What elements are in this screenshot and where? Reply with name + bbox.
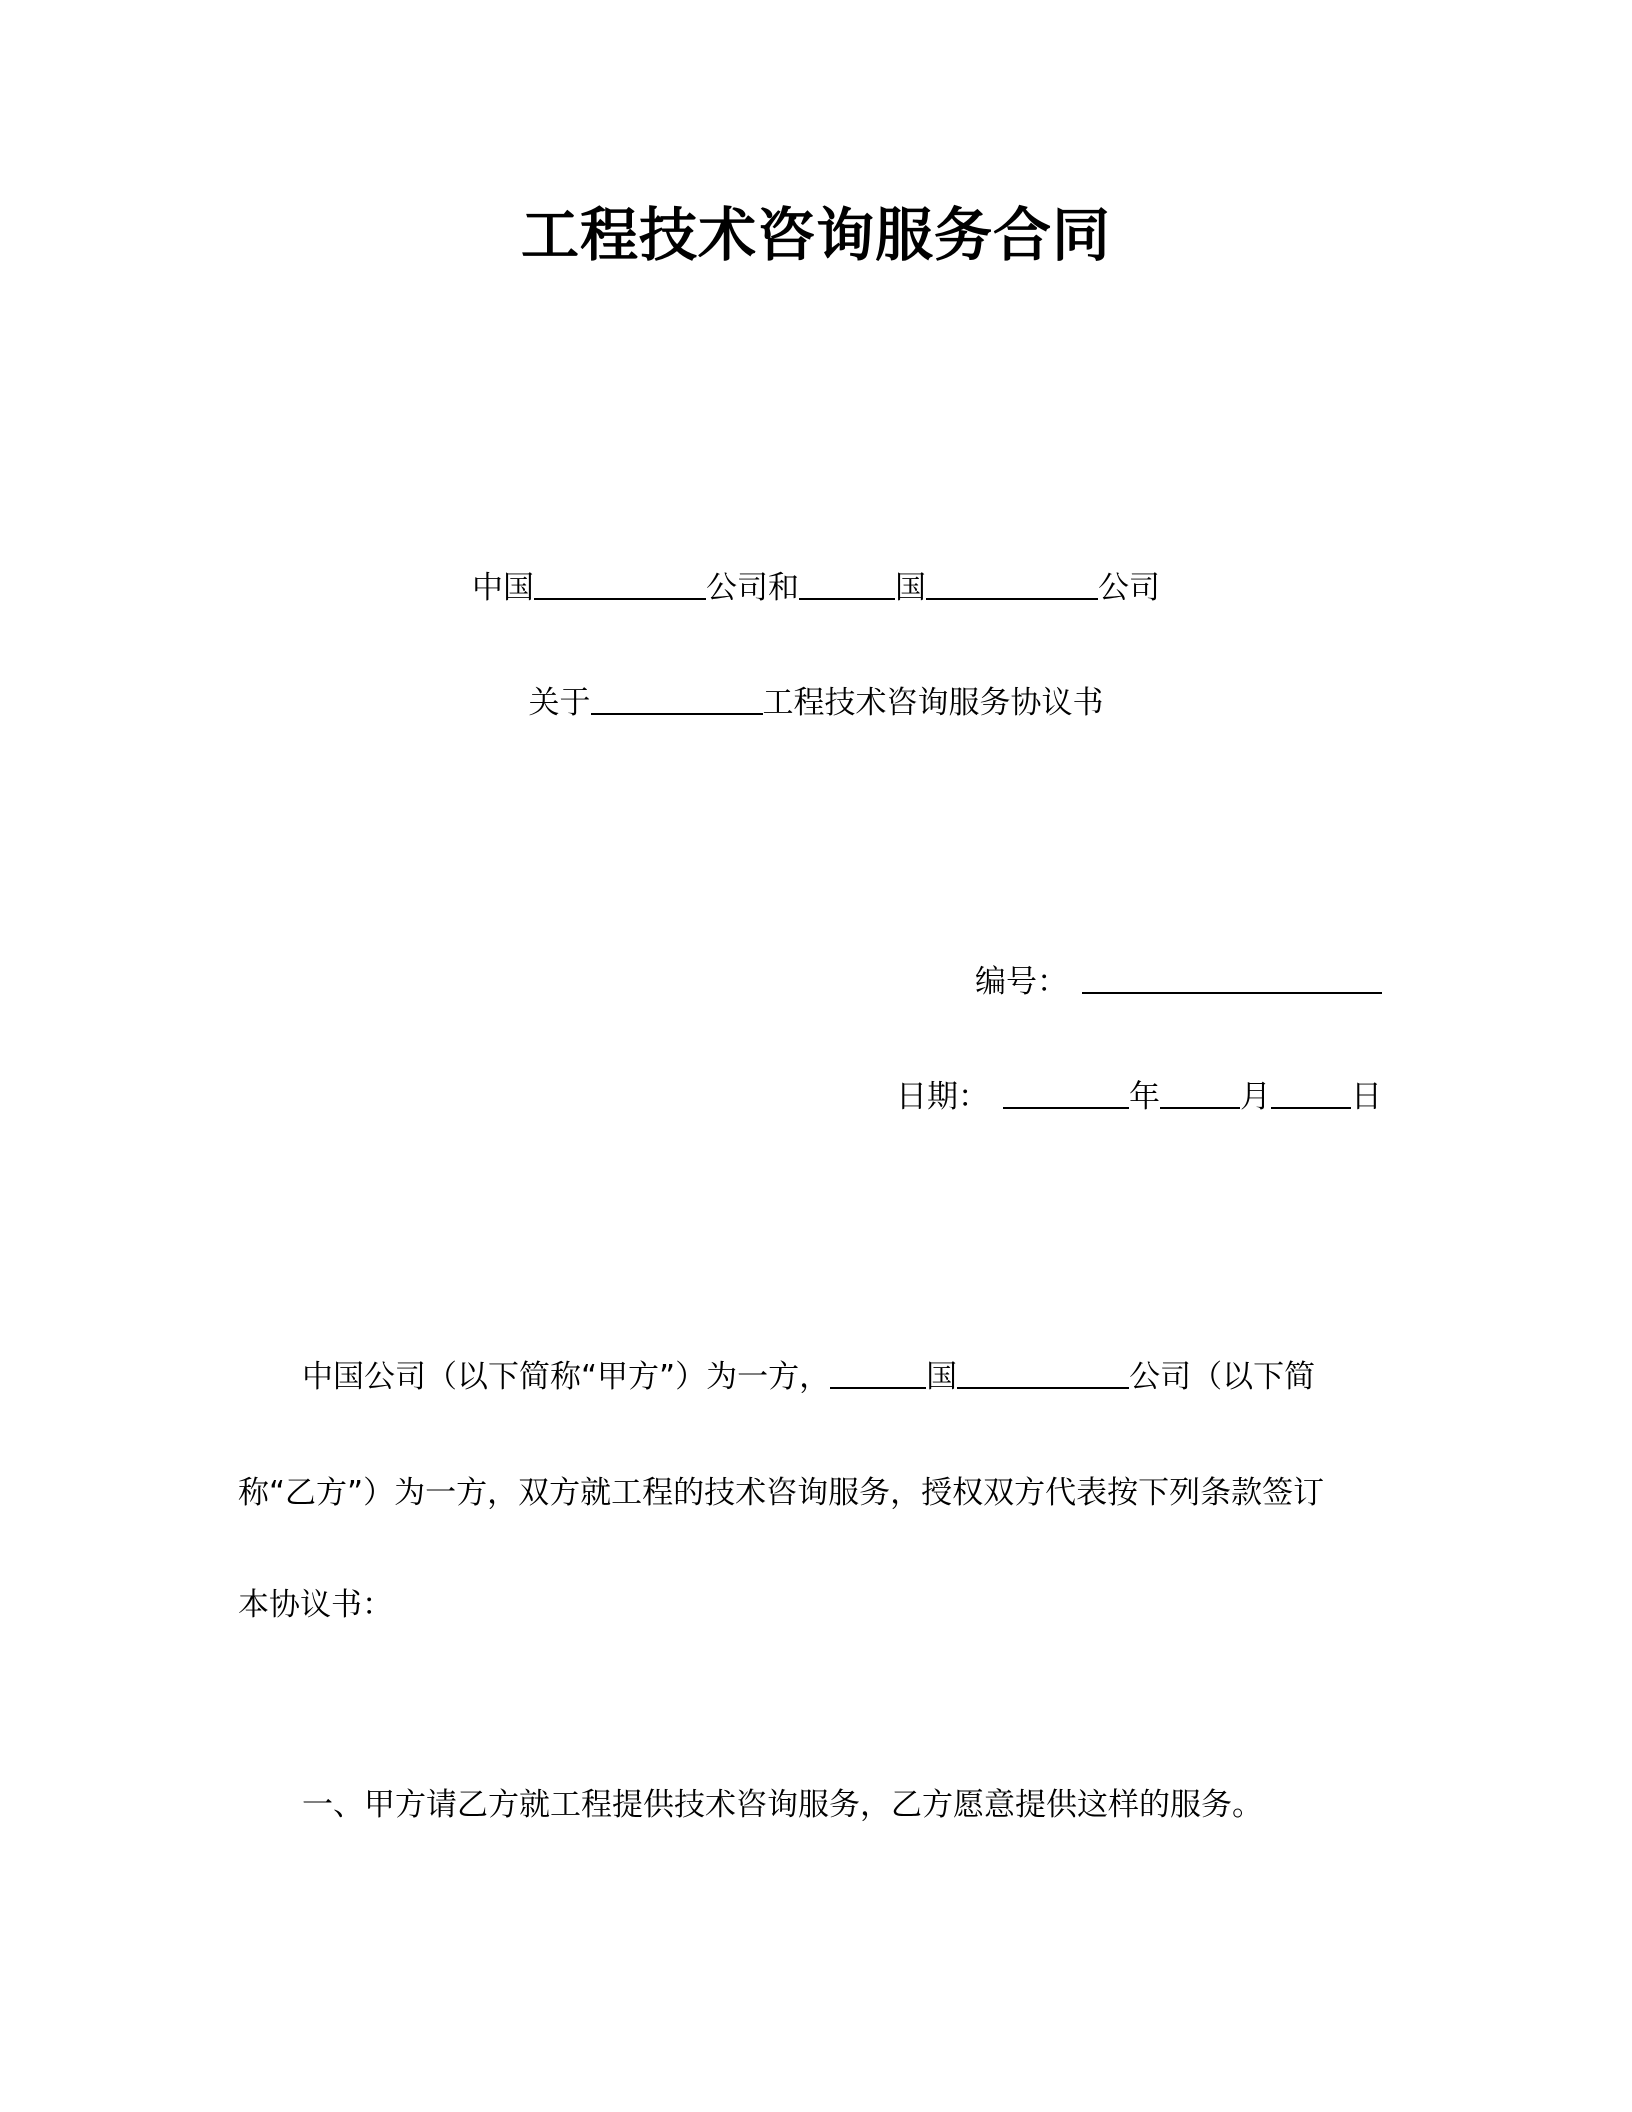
- body-paragraph-line-3: [238, 1585, 393, 1625]
- blank-field[interactable]: [534, 568, 706, 600]
- body-text: 中国公司（以下简称“甲方”）为一方，: [302, 1359, 831, 1395]
- month-field[interactable]: [1160, 1077, 1240, 1109]
- number-label: 编号：: [975, 964, 1068, 1000]
- blank-field[interactable]: [591, 683, 763, 715]
- month-label: 月: [1240, 1079, 1271, 1115]
- blank-field[interactable]: [957, 1357, 1129, 1389]
- body-text: 公司（以下简: [1129, 1359, 1316, 1395]
- clause-text: 一、甲方请乙方就工程提供技术咨询服务，乙方愿意提供这样的服务。: [302, 1787, 1263, 1823]
- subtitle-text: 公司: [1098, 570, 1160, 606]
- document-number-line: [975, 962, 1382, 1002]
- date-label: 日期：: [896, 1079, 989, 1115]
- day-field[interactable]: [1271, 1077, 1351, 1109]
- subtitle-text: 中国: [472, 570, 534, 606]
- subtitle-text: 关于: [528, 685, 591, 721]
- subtitle-text: 工程技术咨询服务协议书: [762, 685, 1104, 721]
- blank-field[interactable]: [926, 568, 1098, 600]
- date-line: [896, 1077, 1382, 1117]
- subtitle-line-1: [0, 568, 1632, 608]
- body-paragraph-line-2: [238, 1473, 1324, 1513]
- blank-field[interactable]: [830, 1357, 926, 1389]
- number-field[interactable]: [1082, 962, 1382, 994]
- year-field[interactable]: [1003, 1077, 1129, 1109]
- body-text: 国: [926, 1359, 958, 1395]
- body-paragraph-line-1: [302, 1357, 1315, 1397]
- clause-1: [302, 1785, 1263, 1825]
- subtitle-text: 国: [895, 570, 926, 606]
- year-label: 年: [1129, 1079, 1160, 1115]
- body-text: 称“乙方”）为一方，双方就工程的技术咨询服务，授权双方代表按下列条款签订: [238, 1475, 1325, 1511]
- blank-field[interactable]: [799, 568, 895, 600]
- subtitle-text: 公司和: [706, 570, 799, 606]
- body-text: 本协议书：: [238, 1587, 393, 1623]
- document-title: 工程技术咨询服务合同: [520, 201, 1111, 269]
- day-label: 日: [1351, 1079, 1382, 1115]
- subtitle-line-2: [0, 683, 1632, 723]
